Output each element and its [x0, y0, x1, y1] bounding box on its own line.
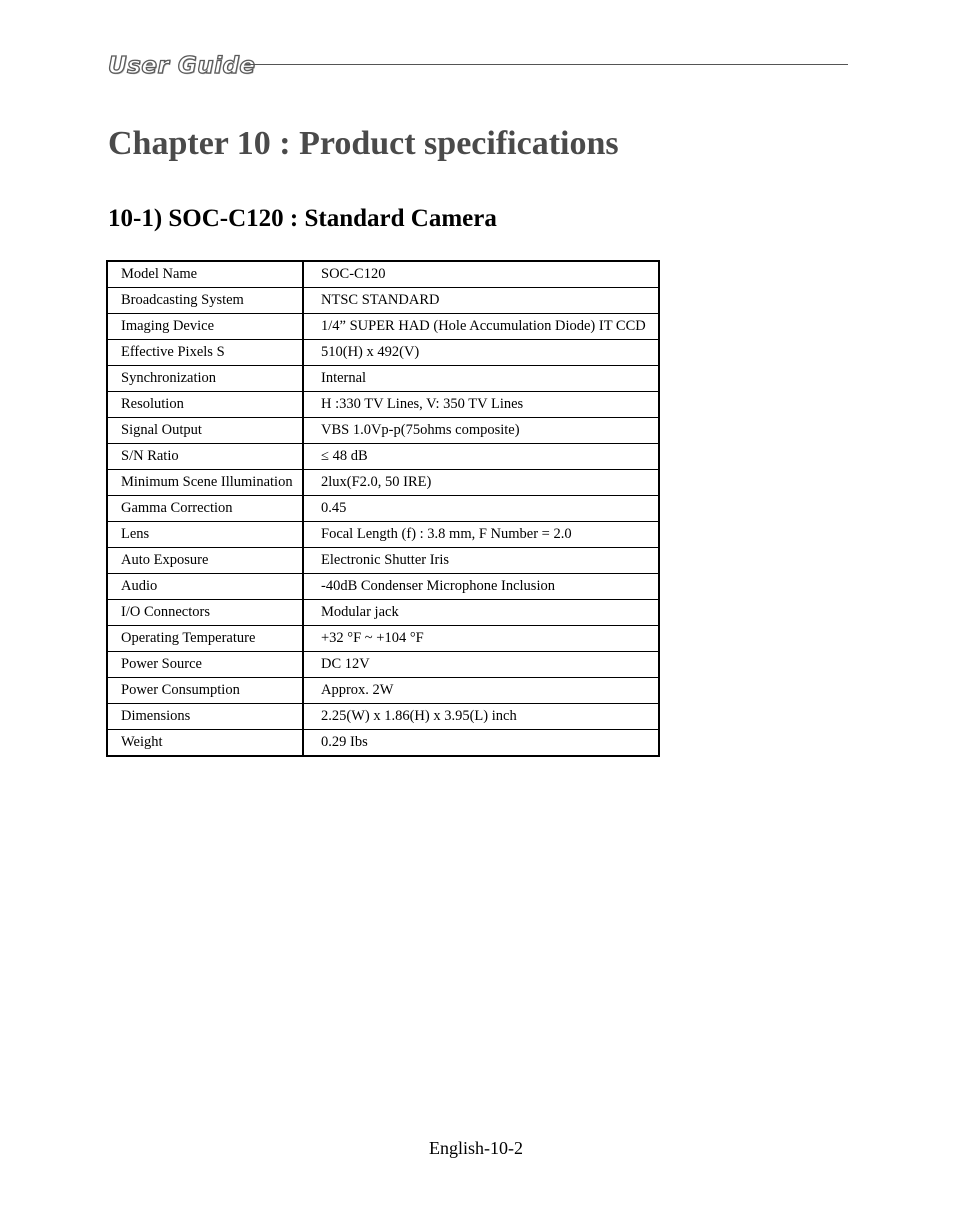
spec-value: H :330 TV Lines, V: 350 TV Lines [303, 392, 659, 418]
section-title: 10-1) SOC-C120 : Standard Camera [108, 205, 497, 232]
spec-row [107, 600, 659, 626]
spec-label: Power Consumption [107, 678, 303, 704]
spec-value: NTSC STANDARD [303, 288, 659, 314]
spec-label: Minimum Scene Illumination [107, 470, 303, 496]
spec-value: 1/4” SUPER HAD (Hole Accumulation Diode) IT CCD [303, 314, 659, 340]
spec-value: -40dB Condenser Microphone Inclusion [303, 574, 659, 600]
spec-value: 0.29 Ibs [303, 730, 659, 757]
spec-row [107, 288, 659, 314]
spec-row [107, 470, 659, 496]
spec-label: Imaging Device [107, 314, 303, 340]
spec-value: 510(H) x 492(V) [303, 340, 659, 366]
spec-value: 0.45 [303, 496, 659, 522]
spec-value: Approx. 2W [303, 678, 659, 704]
page-header [108, 50, 848, 82]
spec-value: DC 12V [303, 652, 659, 678]
spec-row [107, 626, 659, 652]
spec-label: Synchronization [107, 366, 303, 392]
spec-row [107, 548, 659, 574]
spec-value: ≤ 48 dB [303, 444, 659, 470]
spec-row [107, 366, 659, 392]
spec-label: Power Source [107, 652, 303, 678]
spec-label: Model Name [107, 261, 303, 288]
spec-label: Auto Exposure [107, 548, 303, 574]
spec-row [107, 574, 659, 600]
spec-value: Electronic Shutter Iris [303, 548, 659, 574]
header-rule [246, 64, 848, 65]
spec-row [107, 340, 659, 366]
spec-value: 2.25(W) x 1.86(H) x 3.95(L) inch [303, 704, 659, 730]
user-guide-logo: User Guide [108, 53, 256, 79]
spec-label: Signal Output [107, 418, 303, 444]
spec-label: Audio [107, 574, 303, 600]
spec-row [107, 704, 659, 730]
spec-value: Focal Length (f) : 3.8 mm, F Number = 2.0 [303, 522, 659, 548]
spec-label: Operating Temperature [107, 626, 303, 652]
spec-row [107, 392, 659, 418]
spec-table-body [107, 261, 659, 756]
spec-label: Weight [107, 730, 303, 757]
spec-row [107, 261, 659, 288]
spec-label: Broadcasting System [107, 288, 303, 314]
spec-row [107, 418, 659, 444]
spec-value: +32 °F ~ +104 °F [303, 626, 659, 652]
page-number: English-10-2 [429, 1138, 523, 1158]
spec-value: SOC-C120 [303, 261, 659, 288]
spec-row [107, 314, 659, 340]
spec-value: VBS 1.0Vp-p(75ohms composite) [303, 418, 659, 444]
spec-row [107, 730, 659, 757]
spec-row [107, 496, 659, 522]
spec-label: S/N Ratio [107, 444, 303, 470]
spec-label: Dimensions [107, 704, 303, 730]
spec-row [107, 652, 659, 678]
spec-label: Gamma Correction [107, 496, 303, 522]
spec-row [107, 522, 659, 548]
page-footer [0, 1137, 954, 1159]
spec-label: Lens [107, 522, 303, 548]
spec-value: 2lux(F2.0, 50 IRE) [303, 470, 659, 496]
spec-row [107, 444, 659, 470]
spec-row [107, 678, 659, 704]
spec-label: Resolution [107, 392, 303, 418]
spec-table [106, 260, 660, 757]
spec-label: I/O Connectors [107, 600, 303, 626]
spec-value: Modular jack [303, 600, 659, 626]
chapter-title: Chapter 10 : Product specifications [108, 125, 619, 162]
spec-label: Effective Pixels S [107, 340, 303, 366]
spec-value: Internal [303, 366, 659, 392]
